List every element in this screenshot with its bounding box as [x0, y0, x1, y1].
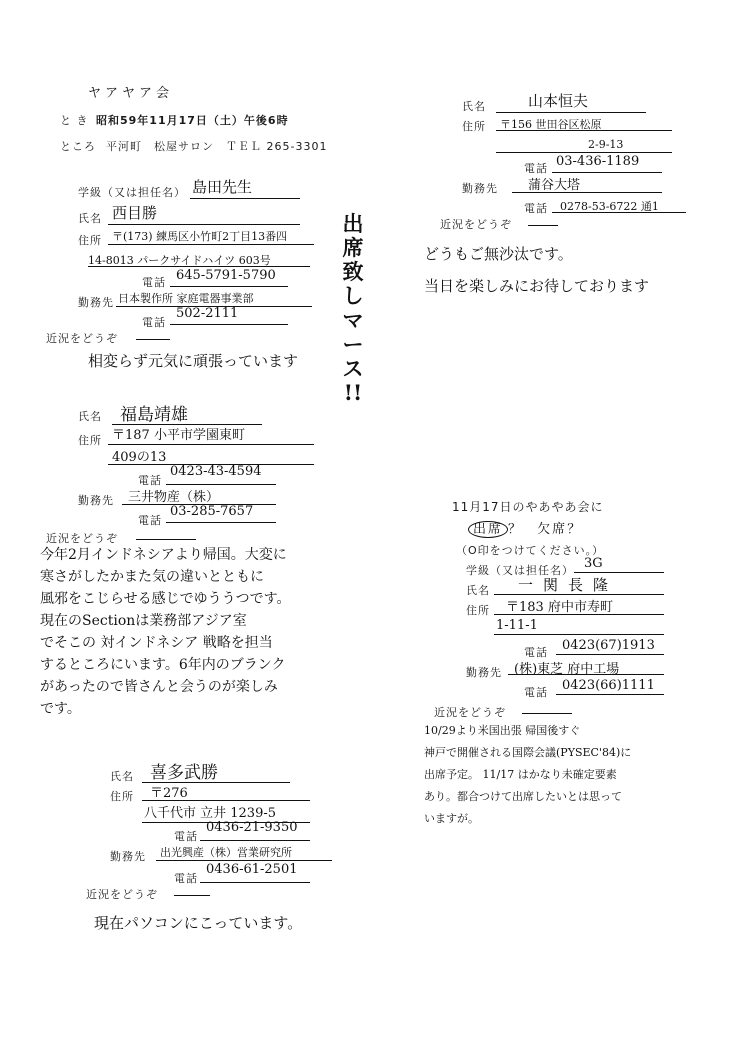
underline — [142, 800, 310, 801]
underline — [108, 444, 314, 445]
phone-value: 645-5791-5790 — [176, 268, 276, 283]
underline — [494, 594, 664, 595]
underline — [170, 286, 288, 287]
phone-value: 0423(67)1913 — [562, 638, 655, 653]
underline — [108, 224, 300, 225]
address-label: 住所 — [462, 120, 486, 133]
underline — [522, 713, 572, 714]
underline — [494, 614, 664, 615]
name-value: 山本恒夫 — [528, 92, 589, 110]
work-phone-value: 0278-53-6722 通1 — [560, 200, 659, 213]
work-phone-label: 電話 — [524, 202, 548, 215]
phone-label: 電話 — [524, 162, 548, 175]
work-phone-label: 電話 — [142, 316, 166, 329]
underline — [552, 172, 662, 173]
grade-label: 学級（又は担任名） — [78, 186, 186, 199]
grade-value: 島田先生 — [192, 178, 253, 196]
news-label: 近況をどうぞ — [46, 532, 118, 545]
address-line-2: 409の13 — [112, 450, 167, 465]
underline — [156, 860, 332, 861]
phone-label: 電話 — [174, 830, 198, 843]
name-value: 西目勝 — [112, 204, 158, 222]
attendance-banner: 出 席 致 し マ ー ス !! — [342, 211, 364, 405]
underline — [556, 654, 664, 655]
name-label: 氏名 — [462, 100, 486, 113]
name-label: 氏名 — [78, 212, 102, 225]
address-label: 住所 — [466, 604, 490, 617]
address-line-2: 14-8013 パークサイドハイツ 603号 — [88, 254, 271, 267]
underline — [528, 225, 558, 226]
name-value: 一関長隆 — [518, 576, 619, 594]
work-phone-label: 電話 — [174, 872, 198, 885]
work-label: 勤務先 — [466, 666, 502, 679]
phone-value: 0423-43-4594 — [170, 464, 262, 479]
rsvp-instruction: （O印をつけてください。） — [456, 544, 605, 557]
phone-label: 電話 — [524, 646, 548, 659]
underline — [556, 694, 664, 695]
grade-value: 3G — [584, 556, 603, 571]
name-label: 氏名 — [78, 410, 102, 423]
rsvp-absent: 欠席 — [537, 522, 568, 537]
event-date: 昭和59年11月17日（土）午後6時 — [96, 114, 289, 127]
underline — [136, 539, 196, 540]
underline — [88, 266, 310, 267]
name-value: 福島靖雄 — [120, 405, 188, 425]
rsvp-question: ？ — [567, 522, 583, 537]
work-label: 勤務先 — [78, 494, 114, 507]
address-line-1: 〒156 世田谷区松原 — [500, 118, 602, 131]
address-line-2: 八千代市 立井 1239-5 — [144, 806, 277, 821]
address-line-2: 1-11-1 — [496, 618, 538, 633]
rsvp-attend-circled: 出席 — [468, 521, 508, 538]
news-text: 現在パソコンにこっています。 — [94, 914, 303, 932]
news-text: どうもご無沙汰です。 当日を楽しみにお待しております — [424, 245, 650, 295]
news-text: 今年2月インドネシアより帰国。大変に 寒さがしたかまた気の違いとともに 風邪をこじらせる感じでゆううつです。 現在のSectionは業務部アジア室 でそこの 対インドネシア 戦略を担当 するところにいます。6年内のブランク があったので皆さんと会うのが楽しみ です。 — [40, 547, 291, 717]
underline — [190, 198, 300, 199]
when-label: と き — [60, 114, 89, 127]
work-value: (株)東芝 府中工場 — [514, 662, 620, 677]
where-label: ところ — [60, 140, 96, 153]
rsvp-options — [468, 518, 582, 537]
work-label: 勤務先 — [462, 182, 498, 195]
work-value: 三井物産（株） — [128, 490, 220, 505]
underline — [496, 112, 646, 113]
phone-value: 0436-21-9350 — [206, 820, 298, 835]
address-line-1: 〒183 府中市寿町 — [506, 600, 613, 615]
name-label: 氏名 — [466, 584, 490, 597]
phone-value: 03-436-1189 — [556, 154, 640, 169]
news-label: 近況をどうぞ — [434, 706, 506, 719]
work-phone-value: 502-2111 — [176, 306, 239, 321]
work-phone-label: 電話 — [524, 686, 548, 699]
address-line-1: 〒276 — [150, 786, 188, 801]
rsvp-question: ？ — [508, 522, 524, 537]
underline — [512, 192, 662, 193]
underline — [508, 674, 664, 675]
grade-label: 学級（又は担任名） — [466, 564, 574, 577]
address-label: 住所 — [78, 234, 102, 247]
work-label: 勤務先 — [110, 850, 146, 863]
work-label: 勤務先 — [78, 296, 114, 309]
underline — [166, 484, 276, 485]
underline — [200, 840, 310, 841]
phone-label: 電話 — [142, 276, 166, 289]
event-venue: 平河町 松屋サロン ＴＥＬ 265-3301 — [106, 140, 328, 153]
rsvp-title: 11月17日のやあやあ会に — [452, 500, 604, 514]
underline — [496, 130, 672, 131]
news-text: 相変らず元気に頑張っています — [88, 352, 299, 370]
news-text: 10/29より米国出張 帰国後すぐ 神戸で開催される国際会議(PYSEC'84)に 出席予定。 11/17 はかなり未確定要素 あり。都合つけて出席したいとは思って いますが。 — [424, 724, 632, 825]
work-value: 出光興産（株）営業研究所 — [160, 846, 292, 859]
address-line-1: 〒(173) 練馬区小竹町2丁目13番四 — [112, 230, 288, 243]
address-line-1: 〒187 小平市学園東町 — [112, 428, 245, 443]
work-phone-value: 03-285-7657 — [170, 504, 254, 519]
work-value: 蒲谷大塔 — [528, 178, 581, 193]
underline — [108, 244, 314, 245]
news-label: 近況をどうぞ — [46, 332, 118, 345]
underline — [574, 572, 664, 573]
underline — [136, 339, 170, 340]
address-line-2: 2-9-13 — [588, 138, 624, 151]
underline — [552, 212, 686, 213]
work-phone-value: 0436-61-2501 — [206, 862, 298, 877]
page-title: ヤアヤア会 — [88, 86, 174, 101]
address-label: 住所 — [110, 790, 134, 803]
underline — [174, 895, 210, 896]
name-value: 喜多武勝 — [150, 763, 218, 783]
name-label: 氏名 — [110, 770, 134, 783]
underline — [496, 152, 672, 153]
work-value: 日本製作所 家庭電器事業部 — [118, 292, 254, 305]
underline — [200, 882, 310, 883]
phone-label: 電話 — [138, 474, 162, 487]
news-label: 近況をどうぞ — [86, 888, 158, 901]
work-phone-label: 電話 — [138, 514, 162, 527]
underline — [166, 522, 276, 523]
news-label: 近況をどうぞ — [440, 218, 512, 231]
work-phone-value: 0423(66)1111 — [562, 678, 655, 693]
underline — [170, 324, 288, 325]
underline — [494, 634, 664, 635]
address-label: 住所 — [78, 434, 102, 447]
